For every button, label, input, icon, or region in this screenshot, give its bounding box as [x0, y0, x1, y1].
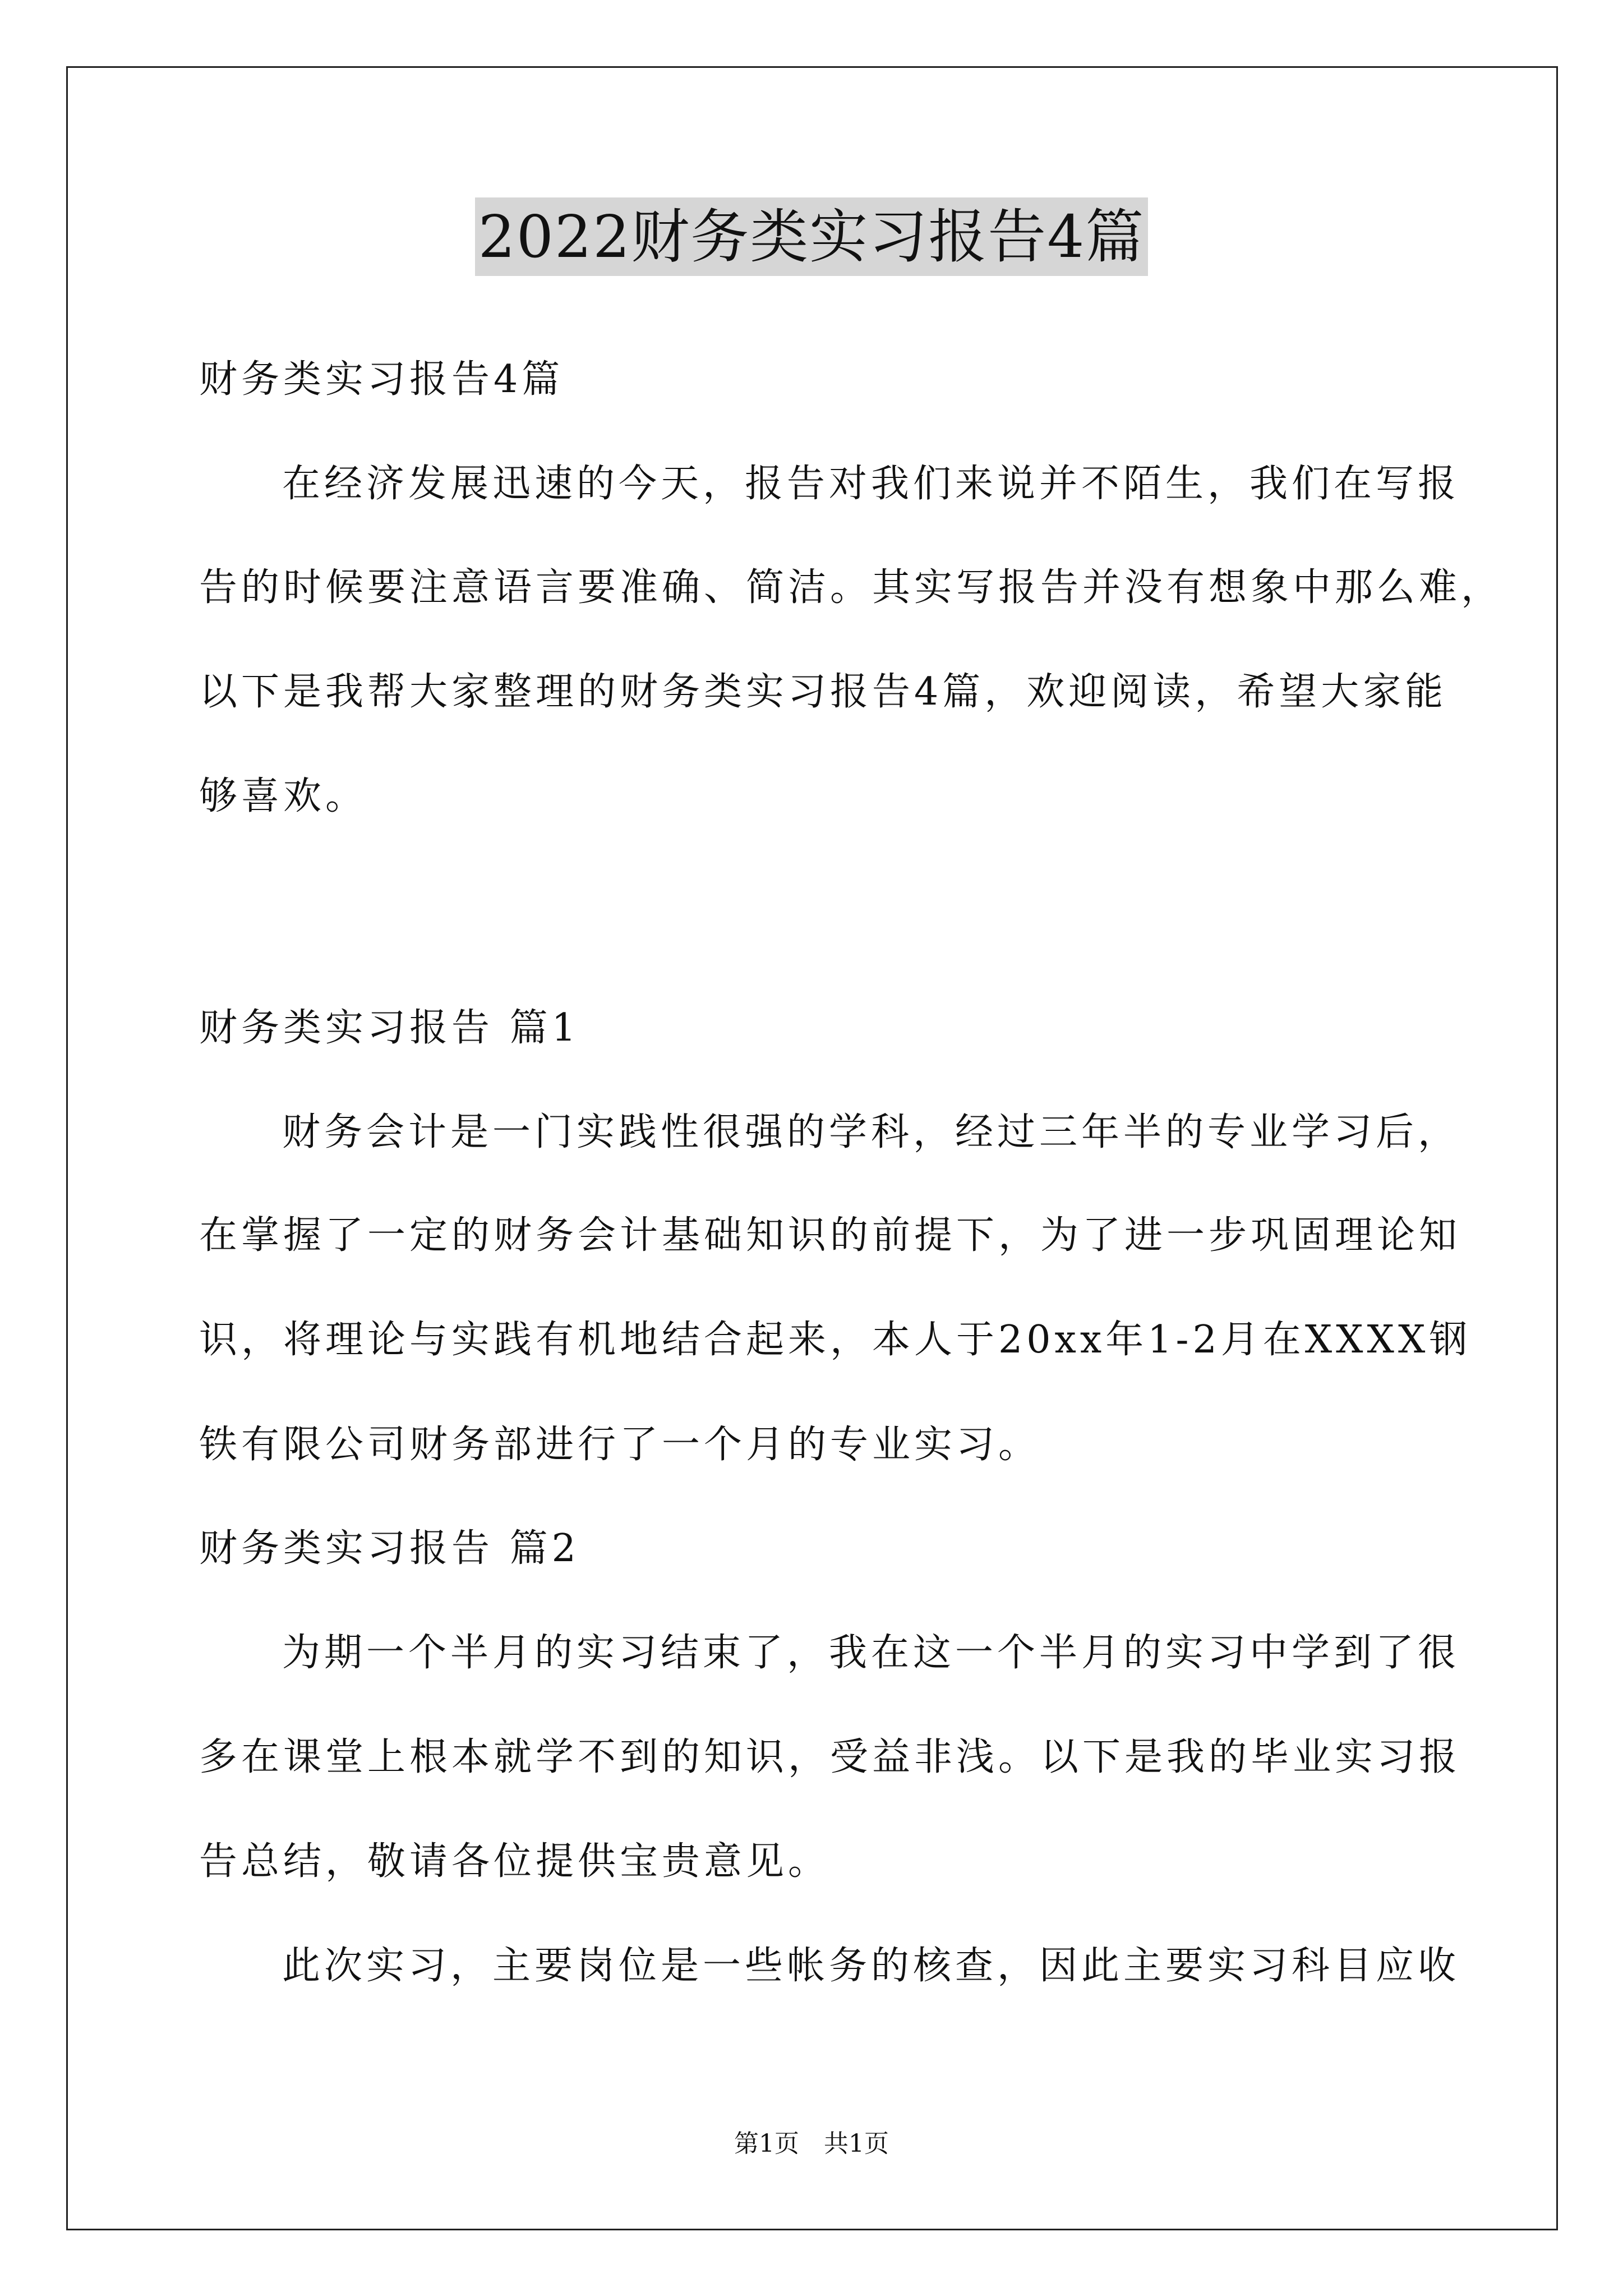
section1-line-4: 铁有限公司财务部进行了一个月的专业实习。	[199, 1423, 1041, 1467]
section1-line-2: 在掌握了一定的财务会计基础知识的前提下，为了进一步巩固理论知	[199, 1213, 1461, 1258]
section2-line-2: 多在课堂上根本就学不到的知识，受益非浅。以下是我的毕业实习报	[199, 1735, 1461, 1779]
section1-line-1: 财务会计是一门实践性很强的学科，经过三年半的专业学习后，	[282, 1110, 1460, 1154]
intro-line-2: 告的时候要注意语言要准确、简洁。其实写报告并没有想象中那么难，	[199, 565, 1504, 610]
section2-line-4: 此次实习，主要岗位是一些帐务的核查，因此主要实习科目应收	[282, 1944, 1460, 1988]
intro-line-4: 够喜欢。	[199, 774, 368, 818]
section2-heading: 财务类实习报告 篇2	[199, 1526, 580, 1571]
section1-line-3: 识，将理论与实践有机地结合起来，本人于20xx年1-2月在XXXX钢	[199, 1318, 1472, 1362]
title-container	[0, 197, 1623, 276]
page-footer: 第1页 共1页	[734, 2129, 889, 2158]
document-subtitle: 财务类实习报告4篇	[199, 357, 564, 402]
section1-heading: 财务类实习报告 篇1	[199, 1006, 580, 1050]
section2-line-1: 为期一个半月的实习结束了，我在这一个半月的实习中学到了很	[282, 1631, 1460, 1675]
section2-line-3: 告总结，敬请各位提供宝贵意见。	[199, 1839, 831, 1884]
intro-line-3: 以下是我帮大家整理的财务类实习报告4篇，欢迎阅读，希望大家能	[199, 670, 1447, 714]
intro-line-1: 在经济发展迅速的今天，报告对我们来说并不陌生，我们在写报	[282, 462, 1460, 506]
document-title: 2022财务类实习报告4篇	[475, 197, 1149, 276]
